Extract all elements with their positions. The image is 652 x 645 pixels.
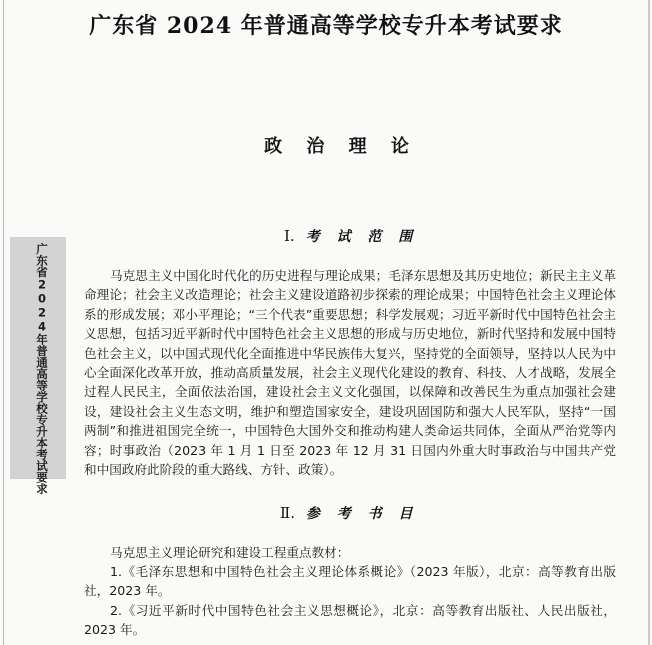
document-title: 广东省 2024 年普通高等学校专升本考试要求: [89, 13, 563, 39]
side-tab-label: 广东省2024年普通高等学校专升本考试要求: [35, 243, 49, 495]
subject-title: 政 治 理 论: [264, 136, 418, 157]
section-number: Ⅰ.: [284, 227, 295, 245]
section-label: 参 考 书 目: [305, 506, 419, 522]
section-heading-references: [0, 503, 652, 523]
exam-scope-paragraph: 马克思主义中国化时代化的历史进程与理论成果；毛泽东思想及其历史地位；新民主主义革命理论；社会主义改造理论；社会主义建设道路初步探索的理论成果；中国特色社会主义理论体系的形成发展；邓小平理论；“三个代表”重要思想；科学发展观；习近平新时代中国特色社会主义思想，包括习近平新时代中国特色社会主义思想的形成与历史地位，新时代坚持和发展中国特色社会主义，以中国式现代化全面推进中华民族伟大复兴，坚持党的全面领导，坚持以人民为中心全面深化改革开放，推动高质量发展，社会主义现代化建设的教育、科技、人才战略，发展全过程人民民主，全面依法治国，建设社会主义文化强国，以保障和改善民生为重点加强社会建设，建设社会主义生态文明，维护和塑造国家安全，建设巩固国防和强大人民军队，坚持“一国两制”和推进祖国完全统一，中国特色大国外交和推动构建人类命运共同体，全面从严治党等内容；时事政治（2023 年 1 月 1 日至 2023 年 12 月 31 日国内外重大时事政治与中国共产党和中国政府此阶段的重大路线、方针、政策）。: [84, 268, 616, 478]
reference-item: 2.《习近平新时代中国特色社会主义思想概论》，北京：高等教育出版社、人民出版社，2023 年。: [84, 603, 616, 638]
section-number: Ⅱ.: [280, 504, 295, 522]
section-label: 考 试 范 围: [305, 229, 419, 245]
section-heading-scope: [0, 226, 652, 246]
page-right-edge: [648, 0, 650, 645]
reference-intro: 马克思主义理论研究和建设工程重点教材：: [110, 545, 350, 560]
page-left-edge: [3, 0, 4, 645]
reference-item: 1.《毛泽东思想和中国特色社会主义理论体系概论》（2023 年版），北京：高等教育出版社，2023 年。: [84, 564, 616, 599]
